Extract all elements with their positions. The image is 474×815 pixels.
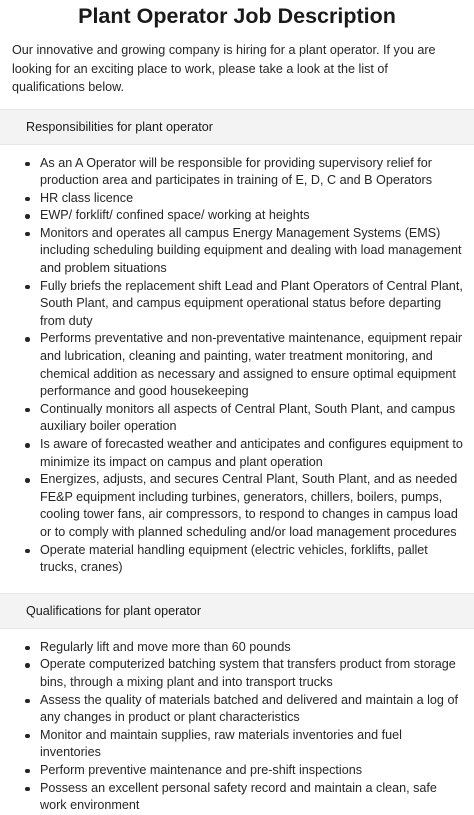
list-item: Performs preventative and non-preventative maintenance, equipment repair and lubrication, cleaning and painting, water treatment monitoring, and chemical addition as necessary and assigned to ensure optimal equipment performance and good housekeeping	[40, 330, 464, 400]
list-item: Is aware of forecasted weather and anticipates and configures equipment to minimize its impact on campus and plant operation	[40, 436, 464, 471]
list-item: Continually monitors all aspects of Central Plant, South Plant, and campus auxiliary boiler operation	[40, 401, 464, 436]
list-item: EWP/ forklift/ confined space/ working at heights	[40, 207, 464, 225]
list-item: As an A Operator will be responsible for providing supervisory relief for production area and participates in training of E, D, C and B Operators	[40, 155, 464, 190]
list-item: HR class licence	[40, 190, 464, 208]
responsibilities-heading: Responsibilities for plant operator	[0, 109, 474, 145]
list-item: Monitor and maintain supplies, raw materials inventories and fuel inventories	[40, 727, 464, 762]
list-item: Fully briefs the replacement shift Lead and Plant Operators of Central Plant, South Plant, and campus equipment operational status before departing from duty	[40, 278, 464, 331]
intro-paragraph: Our innovative and growing company is hiring for a plant operator. If you are looking for an exciting place to work, please take a look at the list of qualifications below.	[12, 43, 436, 94]
list-item: Monitors and operates all campus Energy Management Systems (EMS) including scheduling building equipment and dealing with load management and problem situations	[40, 225, 464, 278]
responsibilities-list	[0, 155, 474, 577]
list-item: Possess an excellent personal safety record and maintain a clean, safe work environment	[40, 780, 464, 815]
list-item: Operate computerized batching system that transfers product from storage bins, through a mixing plant and into transport trucks	[40, 656, 464, 691]
list-item: Regularly lift and move more than 60 pounds	[40, 639, 464, 657]
list-item: Operate material handling equipment (electric vehicles, forklifts, pallet trucks, cranes)	[40, 542, 464, 577]
qualifications-list	[0, 639, 474, 815]
list-item: Perform preventive maintenance and pre-shift inspections	[40, 762, 464, 780]
page-title: Plant Operator Job Description	[78, 4, 396, 28]
list-item: Assess the quality of materials batched and delivered and maintain a log of any changes in product or plant characteristics	[40, 692, 464, 727]
qualifications-heading: Qualifications for plant operator	[0, 593, 474, 629]
list-item: Energizes, adjusts, and secures Central Plant, South Plant, and as needed FE&P equipment including turbines, generators, chillers, boilers, pumps, cooling tower fans, air compressors, to respond to changes in campus load or to comply with planned scheduling and/or load management procedures	[40, 471, 464, 541]
